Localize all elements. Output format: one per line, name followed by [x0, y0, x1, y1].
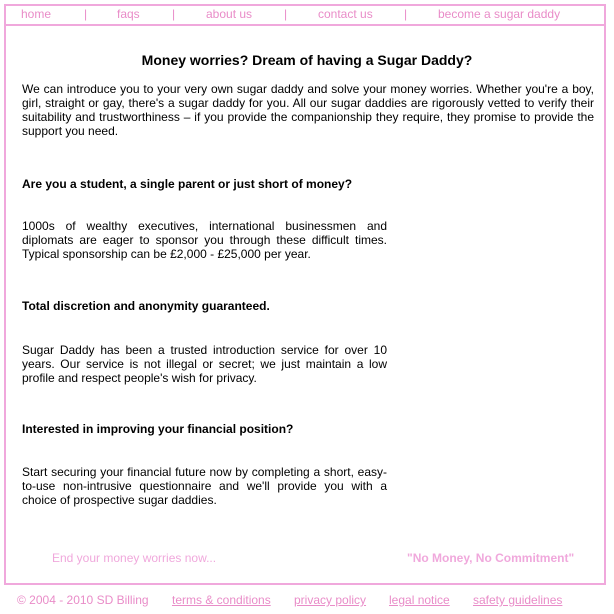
- section-paragraph: 1000s of wealthy executives, international businessmen and diplomats are eager to sponsor you through these difficult times. Typical sponsorship can be £2,000 - £25,000 per year.: [22, 219, 387, 261]
- footer-copyright: © 2004 - 2010 SD Billing: [17, 593, 149, 607]
- footer-privacy-link[interactable]: privacy policy: [294, 593, 367, 607]
- cta-end-money-worries-link[interactable]: End your money worries now...: [52, 551, 217, 565]
- footer-terms-link[interactable]: terms & conditions: [172, 593, 271, 607]
- nav-separator: |: [284, 7, 288, 21]
- nav-separator: |: [404, 7, 408, 21]
- nav-contact-link[interactable]: contact us: [318, 7, 373, 21]
- footer-safety-link[interactable]: safety guidelines: [473, 593, 563, 607]
- top-nav: [6, 6, 604, 26]
- intro-paragraph: We can introduce you to your very own sugar daddy and solve your money worries. Whether you're a boy, girl, straight or gay, there's a sugar daddy for you. All our sugar daddies are rigorously vetted to verify their suitability and trustworthiness – if you provide the companionship they require, they promise to provide the support you need.: [22, 82, 594, 138]
- section-heading: Total discretion and anonymity guaranteed.: [22, 299, 270, 313]
- nav-separator: |: [172, 7, 176, 21]
- section-heading: Interested in improving your financial position?: [22, 422, 294, 436]
- nav-separator: |: [84, 7, 88, 21]
- section-heading: Are you a student, a single parent or just short of money?: [22, 177, 353, 191]
- footer-legal-link[interactable]: legal notice: [389, 593, 450, 607]
- page-title: Money worries? Dream of having a Sugar Daddy?: [141, 52, 473, 68]
- nav-faqs-link[interactable]: faqs: [117, 7, 140, 21]
- section-paragraph: Start securing your financial future now by completing a short, easy-to-use non-intrusive questionnaire and we'll provide you with a choice of prospective sugar daddies.: [22, 465, 387, 507]
- nav-become-sugar-daddy-link[interactable]: become a sugar daddy: [438, 7, 561, 21]
- section-paragraph: Sugar Daddy has been a trusted introduction service for over 10 years. Our service is not illegal or secret; we just maintain a low profile and respect people's wish for privacy.: [22, 343, 387, 385]
- nav-about-link[interactable]: about us: [206, 7, 253, 21]
- cta-slogan: "No Money, No Commitment": [407, 551, 575, 565]
- nav-home-link[interactable]: home: [21, 7, 52, 21]
